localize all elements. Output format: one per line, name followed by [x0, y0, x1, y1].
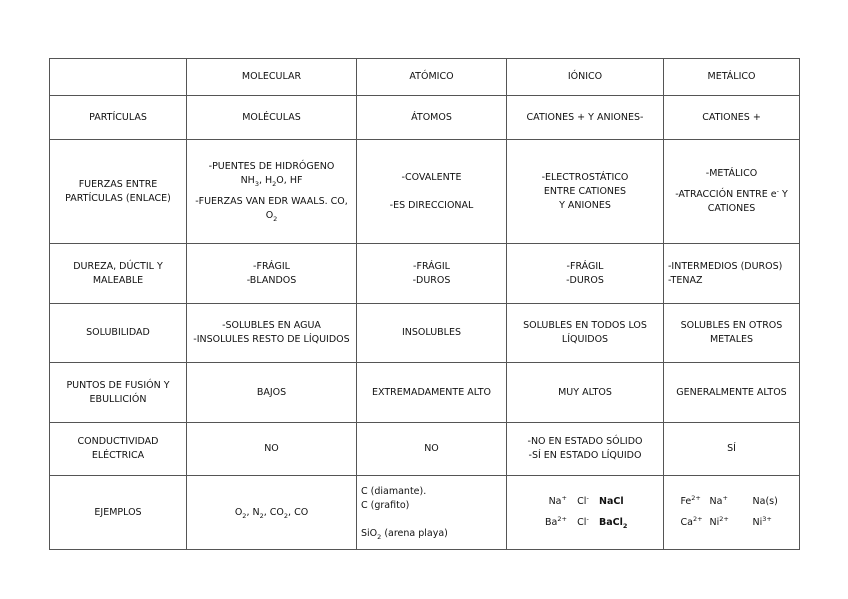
dureza-molecular-line1: -FRÁGIL — [253, 260, 290, 272]
header-atomico: ATÓMICO — [357, 59, 507, 96]
text-nh: NH — [240, 175, 255, 186]
conductividad-ionico — [507, 423, 664, 476]
ejemplos-molecular-line — [191, 506, 352, 520]
dureza-molecular — [187, 244, 357, 304]
row-puntos — [50, 363, 800, 423]
fuerzas-molecular-line2 — [191, 174, 352, 188]
text-ca: Ca — [680, 517, 693, 528]
row-dureza — [50, 244, 800, 304]
row-solubilidad — [50, 304, 800, 363]
text-h: , H — [258, 175, 273, 186]
nacl-compound: NaCl — [599, 496, 624, 507]
solubilidad-ionico — [507, 304, 664, 363]
conductividad-atomico: NO — [357, 423, 507, 476]
superscript: 3+ — [762, 514, 772, 523]
subscript: 2 — [622, 521, 628, 530]
text-ni: Ni — [709, 517, 720, 528]
label-puntos-line2: EBULLICIÓN — [89, 393, 147, 405]
label-solubilidad: SOLUBILIDAD — [50, 304, 187, 363]
spacer — [361, 185, 502, 199]
bacl2-compound — [599, 516, 631, 530]
ejemplos-metalico — [664, 476, 800, 550]
header-row — [50, 59, 800, 96]
label-dureza-line2: MALEABLE — [92, 274, 144, 286]
fuerzas-atomico — [357, 140, 507, 244]
text-cl: Cl — [577, 496, 587, 507]
text-bacl: BaCl — [599, 517, 623, 528]
dureza-atomico-line1: -FRÁGIL — [413, 260, 450, 272]
fuerzas-atomico-line2: -ES DIRECCIONAL — [389, 199, 474, 211]
text-co2: , CO — [263, 506, 284, 518]
fuerzas-molecular — [187, 140, 357, 244]
spacer — [191, 188, 352, 195]
solubilidad-ionico-line1: SOLUBLES EN TODOS LOS — [523, 320, 647, 331]
ni3-ion — [753, 516, 783, 530]
conductividad-metalico: SÍ — [664, 423, 800, 476]
text-co: , CO — [288, 506, 309, 518]
superscript: + — [722, 493, 728, 502]
label-fuerzas-line1: FUERZAS ENTRE — [78, 178, 158, 190]
dureza-atomico-line2: -DUROS — [412, 274, 451, 286]
fuerzas-molecular-line4 — [191, 209, 352, 223]
na-solid: Na(s) — [752, 496, 778, 507]
fuerzas-ionico-line3: Y ANIONES — [559, 199, 611, 211]
bond-types-table — [49, 58, 800, 550]
superscript: 2+ — [691, 493, 701, 502]
ejemplos-atomico-line3 — [361, 527, 502, 541]
text-n: , N — [246, 506, 260, 518]
particulas-metalico: CATIONES + — [664, 96, 800, 140]
label-particulas: PARTÍCULAS — [50, 96, 187, 140]
row-fuerzas — [50, 140, 800, 244]
text-fe: Fe — [680, 496, 692, 507]
fuerzas-molecular-line1: -PUENTES DE HIDRÓGENO — [208, 161, 335, 172]
text-ni: Ni — [752, 517, 763, 528]
superscript: 2+ — [557, 514, 567, 523]
label-conductividad-line2: ELÉCTRICA — [91, 450, 145, 461]
puntos-molecular: BAJOS — [187, 363, 357, 423]
subscript: 2 — [377, 532, 382, 541]
subscript: 3 — [254, 179, 259, 188]
dureza-ionico — [507, 244, 664, 304]
subscript: 2 — [242, 511, 247, 520]
label-ejemplos: EJEMPLOS — [50, 476, 187, 550]
spacer — [668, 509, 795, 516]
text-ba: Ba — [545, 517, 558, 528]
fuerzas-metalico-line2 — [668, 188, 795, 202]
fuerzas-ionico — [507, 140, 664, 244]
text-atraccion: -ATRACCIÓN ENTRE e — [675, 189, 777, 200]
text-na: Na — [548, 496, 562, 507]
conductividad-ionico-line1: -NO EN ESTADO SÓLIDO — [527, 436, 643, 447]
text-y: Y — [778, 189, 788, 200]
na-ion — [710, 495, 750, 509]
ba-ion — [539, 516, 567, 530]
row-conductividad — [50, 423, 800, 476]
dureza-metalico-line1: -INTERMEDIOS (DUROS) — [668, 260, 783, 272]
solubilidad-atomico: INSOLUBLES — [357, 304, 507, 363]
text-o: O — [234, 506, 243, 518]
dureza-molecular-line2: -BLANDOS — [246, 274, 297, 286]
dureza-metalico — [664, 244, 800, 304]
ejemplos-metalico-line1 — [668, 495, 795, 509]
solubilidad-molecular — [187, 304, 357, 363]
ejemplos-molecular — [187, 476, 357, 550]
superscript: - — [586, 493, 589, 502]
text-sio: SiO — [361, 527, 378, 539]
puntos-atomico: EXTREMADAMENTE ALTO — [357, 363, 507, 423]
fuerzas-metalico-line1: -METÁLICO — [705, 168, 758, 179]
label-puntos — [50, 363, 187, 423]
ejemplos-ionico-line2 — [511, 516, 659, 530]
ejemplos-atomico-line2: C (grafito) — [361, 499, 410, 511]
dureza-ionico-line2: -DUROS — [566, 274, 604, 286]
fuerzas-atomico-line1: -COVALENTE — [401, 171, 462, 183]
text-cl: Cl — [577, 517, 587, 528]
fuerzas-molecular-line3: -FUERZAS VAN EDR WAALS. CO, — [195, 196, 348, 207]
solubilidad-metalico-line1: SOLUBLES EN OTROS — [680, 320, 783, 331]
particulas-molecular: MOLÉCULAS — [187, 96, 357, 140]
fuerzas-metalico-line3: CATIONES — [707, 203, 756, 214]
label-puntos-line1: PUNTOS DE FUSIÓN Y — [66, 379, 170, 391]
label-fuerzas — [50, 140, 187, 244]
superscript: + — [561, 493, 567, 502]
subscript: 2 — [259, 511, 264, 520]
ejemplos-atomico-line1: C (diamante). — [361, 485, 427, 497]
spacer — [511, 509, 659, 516]
row-ejemplos — [50, 476, 800, 550]
na-ion — [539, 495, 567, 509]
subscript: 2 — [273, 214, 278, 223]
ejemplos-atomico — [357, 476, 507, 550]
puntos-ionico: MUY ALTOS — [507, 363, 664, 423]
text-o: O — [265, 210, 274, 221]
header-ionico: IÓNICO — [507, 59, 664, 96]
ejemplos-ionico-line1 — [511, 495, 659, 509]
cl-ion — [570, 495, 596, 509]
superscript: 2+ — [692, 514, 703, 523]
solubilidad-ionico-line2: LÍQUIDOS — [561, 334, 609, 345]
header-metalico: METÁLICO — [664, 59, 800, 96]
fuerzas-ionico-line2: ENTRE CATIONES — [543, 185, 627, 197]
fe-ion — [680, 495, 706, 509]
fuerzas-ionico-line1: -ELECTROSTÁTICO — [541, 171, 629, 183]
label-conductividad — [50, 423, 187, 476]
ca-ion — [680, 516, 706, 530]
solubilidad-metalico — [664, 304, 800, 363]
subscript: 2 — [272, 179, 277, 188]
particulas-ionico: CATIONES + Y ANIONES- — [507, 96, 664, 140]
text-o-hf: O, HF — [276, 175, 303, 186]
ejemplos-metalico-line2 — [668, 516, 795, 530]
conductividad-ionico-line2: -SÍ EN ESTADO LÍQUIDO — [528, 450, 642, 461]
particulas-atomico: ÁTOMOS — [357, 96, 507, 140]
text-arena: (arena playa) — [381, 527, 448, 539]
solubilidad-molecular-line1: -SOLUBLES EN AGUA — [222, 320, 321, 331]
text-na: Na — [709, 496, 723, 507]
label-fuerzas-line2: PARTÍCULAS (ENLACE) — [65, 192, 171, 204]
cl2-ion — [570, 516, 596, 530]
superscript: - — [776, 186, 779, 195]
solubilidad-molecular-line2: -INSOLULES RESTO DE LÍQUIDOS — [193, 334, 350, 345]
dureza-metalico-line2: -TENAZ — [668, 274, 703, 286]
header-empty-cell — [50, 59, 187, 96]
solubilidad-metalico-line2: METALES — [709, 334, 754, 345]
label-conductividad-line1: CONDUCTIVIDAD — [77, 436, 159, 447]
superscript: 2+ — [719, 514, 729, 523]
row-particulas — [50, 96, 800, 140]
ejemplos-ionico — [507, 476, 664, 550]
conductividad-molecular: NO — [187, 423, 357, 476]
header-molecular: MOLECULAR — [187, 59, 357, 96]
label-dureza — [50, 244, 187, 304]
fuerzas-metalico — [664, 140, 800, 244]
dureza-ionico-line1: -FRÁGIL — [566, 260, 604, 272]
ni2-ion — [710, 516, 750, 530]
spacer — [361, 513, 502, 527]
superscript: - — [586, 514, 589, 523]
label-dureza-line1: DUREZA, DÚCTIL Y — [73, 260, 163, 272]
dureza-atomico — [357, 244, 507, 304]
subscript: 2 — [283, 511, 289, 520]
puntos-metalico: GENERALMENTE ALTOS — [664, 363, 800, 423]
